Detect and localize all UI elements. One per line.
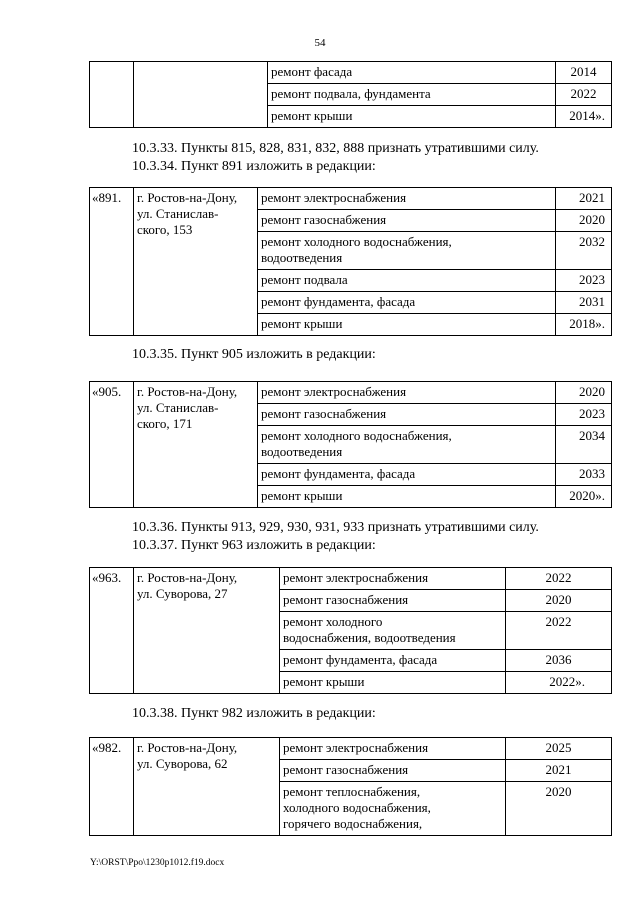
year-cell: 2023 — [556, 270, 612, 292]
work-cell: ремонт фундамента, фасада — [280, 650, 506, 672]
paragraph-10-3-36: 10.3.36. Пункты 913, 929, 930, 931, 933 признать утратившими силу. — [132, 520, 539, 535]
work-cell: ремонт газоснабжения — [280, 760, 506, 782]
paragraph-10-3-34: 10.3.34. Пункт 891 изложить в редакции: — [132, 159, 376, 174]
address-cell — [134, 62, 268, 128]
year-cell: 2034 — [556, 426, 612, 464]
year-cell: 2022 — [506, 568, 612, 590]
footer-file-path: Y:\ORST\Ppo\1230p1012.f19.docx — [90, 858, 225, 868]
work-line: ремонт холодного водоснабжения, — [261, 428, 452, 443]
year-cell: 2020 — [556, 382, 612, 404]
item-963-table — [89, 567, 612, 694]
paragraph-10-3-35: 10.3.35. Пункт 905 изложить в редакции: — [132, 347, 376, 362]
number-cell — [90, 62, 134, 128]
year-cell: 2018». — [556, 314, 612, 336]
year-cell: 2025 — [506, 738, 612, 760]
year-cell: 2020 — [556, 210, 612, 232]
year-cell: 2032 — [556, 232, 612, 270]
year-cell: 2023 — [556, 404, 612, 426]
year-cell: 2033 — [556, 464, 612, 486]
address-line: г. Ростов-на-Дону, — [137, 570, 238, 585]
address-line: г. Ростов-на-Дону, — [137, 190, 238, 205]
year-cell: 2022 — [506, 612, 612, 650]
year-cell: 2020 — [506, 590, 612, 612]
work-line: водоотведения — [261, 250, 343, 265]
work-line: ремонт теплоснабжения, — [283, 784, 421, 799]
work-cell: ремонт фундамента, фасада — [258, 464, 556, 486]
work-cell: ремонт электроснабжения — [280, 568, 506, 590]
work-cell: ремонт крыши — [268, 106, 556, 128]
paragraph-10-3-33: 10.3.33. Пункты 815, 828, 831, 832, 888 признать утратившими силу. — [132, 141, 539, 156]
work-cell: ремонт крыши — [258, 486, 556, 508]
address-cell — [134, 188, 258, 336]
work-line: водоснабжения, водоотведения — [283, 630, 456, 645]
work-cell — [280, 782, 506, 836]
work-cell: ремонт фасада — [268, 62, 556, 84]
year-cell: 2022». — [506, 672, 612, 694]
year-cell: 2020». — [556, 486, 612, 508]
work-cell: ремонт газоснабжения — [258, 404, 556, 426]
work-line: ремонт холодного — [283, 614, 383, 629]
item-905-table — [89, 381, 612, 508]
work-cell: ремонт крыши — [258, 314, 556, 336]
year-cell: 2021 — [556, 188, 612, 210]
paragraph-10-3-37: 10.3.37. Пункт 963 изложить в редакции: — [132, 538, 376, 553]
year-cell: 2021 — [506, 760, 612, 782]
address-line: ул. Станислав- — [137, 206, 219, 221]
work-cell: ремонт электроснабжения — [258, 188, 556, 210]
continued-table — [89, 61, 612, 128]
year-cell: 2022 — [556, 84, 612, 106]
work-cell — [258, 232, 556, 270]
year-cell: 2036 — [506, 650, 612, 672]
work-cell: ремонт электроснабжения — [258, 382, 556, 404]
work-line: горячего водоснабжения, — [283, 816, 423, 831]
work-cell: ремонт газоснабжения — [280, 590, 506, 612]
address-line: г. Ростов-на-Дону, — [137, 384, 238, 399]
item-number: «963. — [90, 568, 134, 694]
item-number: «982. — [90, 738, 134, 836]
work-cell: ремонт подвала, фундамента — [268, 84, 556, 106]
address-line: ул. Станислав- — [137, 400, 219, 415]
address-line: ул. Суворова, 62 — [137, 756, 228, 771]
address-line: ского, 153 — [137, 222, 193, 237]
work-cell: ремонт крыши — [280, 672, 506, 694]
item-number: «905. — [90, 382, 134, 508]
work-cell: ремонт электроснабжения — [280, 738, 506, 760]
work-line: ремонт холодного водоснабжения, — [261, 234, 452, 249]
work-cell: ремонт газоснабжения — [258, 210, 556, 232]
address-line: ул. Суворова, 27 — [137, 586, 228, 601]
year-cell: 2031 — [556, 292, 612, 314]
work-cell: ремонт фундамента, фасада — [258, 292, 556, 314]
work-cell — [258, 426, 556, 464]
item-number: «891. — [90, 188, 134, 336]
work-cell — [280, 612, 506, 650]
work-line: водоотведения — [261, 444, 343, 459]
address-cell — [134, 738, 280, 836]
paragraph-10-3-38: 10.3.38. Пункт 982 изложить в редакции: — [132, 706, 376, 721]
year-cell: 2020 — [506, 782, 612, 836]
year-cell: 2014 — [556, 62, 612, 84]
item-982-table — [89, 737, 612, 836]
work-cell: ремонт подвала — [258, 270, 556, 292]
page-number: 54 — [314, 37, 326, 49]
item-891-table — [89, 187, 612, 336]
address-cell — [134, 568, 280, 694]
address-cell — [134, 382, 258, 508]
year-cell: 2014». — [556, 106, 612, 128]
address-line: г. Ростов-на-Дону, — [137, 740, 238, 755]
address-line: ского, 171 — [137, 416, 193, 431]
work-line: холодного водоснабжения, — [283, 800, 431, 815]
